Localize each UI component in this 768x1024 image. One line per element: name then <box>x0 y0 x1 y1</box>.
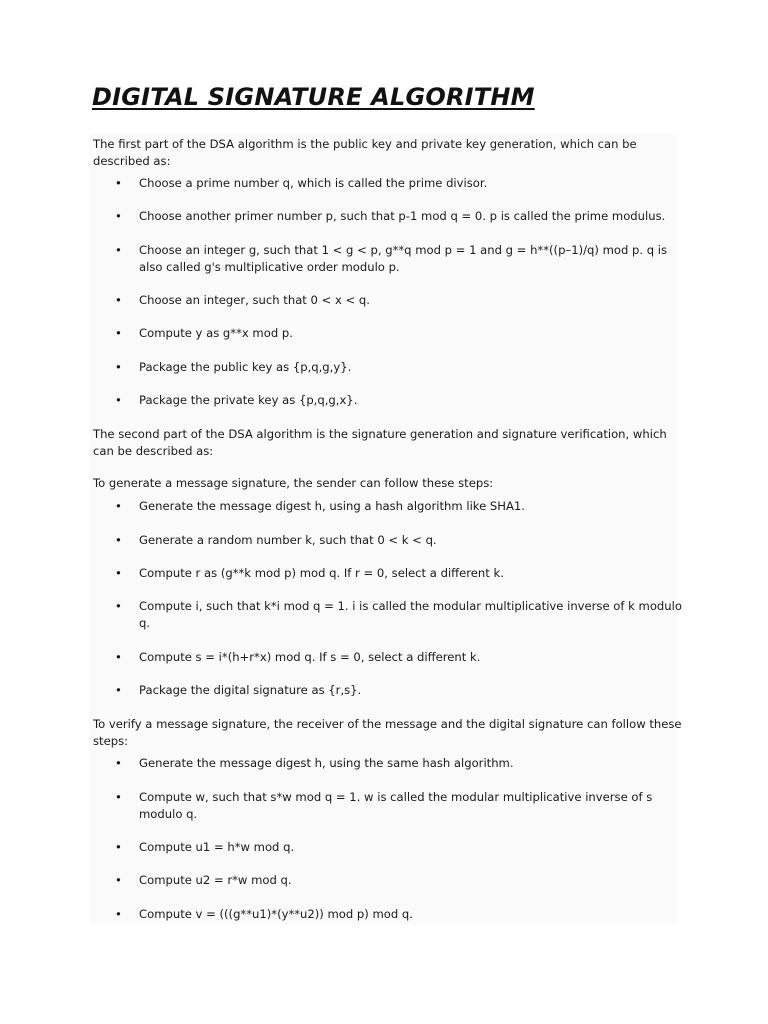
sign-step: • Package the digital signature as {r,s}. <box>139 682 684 699</box>
keygen-step: • Compute y as g**x mod p. <box>139 325 684 342</box>
keygen-step: • Choose an integer g, such that 1 < g < p, g**q mod p = 1 and g = h**((p–1)/q) mod p. q is also called g's multiplicative order modulo p. <box>139 242 684 275</box>
keygen-step: • Choose an integer, such that 0 < x < q. <box>139 292 684 309</box>
sign-step: • Compute i, such that k*i mod q = 1. i is called the modular multiplicative inverse of k modulo q. <box>139 598 684 631</box>
verify-step: • Compute u1 = h*w mod q. <box>139 839 684 856</box>
verify-step: • Compute u2 = r*w mod q. <box>139 872 684 889</box>
keygen-step: • Choose a prime number q, which is called the prime divisor. <box>139 175 684 192</box>
sign-step: • Compute s = i*(h+r*x) mod q. If s = 0, select a different k. <box>139 649 684 666</box>
keygen-step: • Choose another primer number p, such that p-1 mod q = 0. p is called the prime modulus. <box>139 208 684 225</box>
keygen-step: • Package the private key as {p,q,g,x}. <box>139 392 684 409</box>
sign-step: • Generate the message digest h, using a hash algorithm like SHA1. <box>139 498 684 515</box>
keygen-step: • Package the public key as {p,q,g,y}. <box>139 359 684 376</box>
verify-step: • Compute w, such that s*w mod q = 1. w is called the modular multiplicative inverse of s modulo q. <box>139 789 684 822</box>
sign-intro: To generate a message signature, the sender can follow these steps: <box>93 476 494 490</box>
verify-intro: To verify a message signature, the receiver of the message and the digital signature can follow these steps: <box>93 717 682 748</box>
sign-step: • Generate a random number k, such that 0 < k < q. <box>139 532 684 549</box>
verify-step: • Generate the message digest h, using the same hash algorithm. <box>139 755 684 772</box>
verify-step: • Compute v = (((g**u1)*(y**u2)) mod p) mod q. <box>139 906 684 923</box>
intro-paragraph-signature: The second part of the DSA algorithm is the signature generation and signature verification, which can be described as: <box>93 427 667 458</box>
intro-paragraph-keygen: The first part of the DSA algorithm is the public key and private key generation, which can be described as: <box>93 137 637 168</box>
sign-step: • Compute r as (g**k mod p) mod q. If r = 0, select a different k. <box>139 565 684 582</box>
page-title: DIGITAL SIGNATURE ALGORITHM <box>92 83 535 111</box>
